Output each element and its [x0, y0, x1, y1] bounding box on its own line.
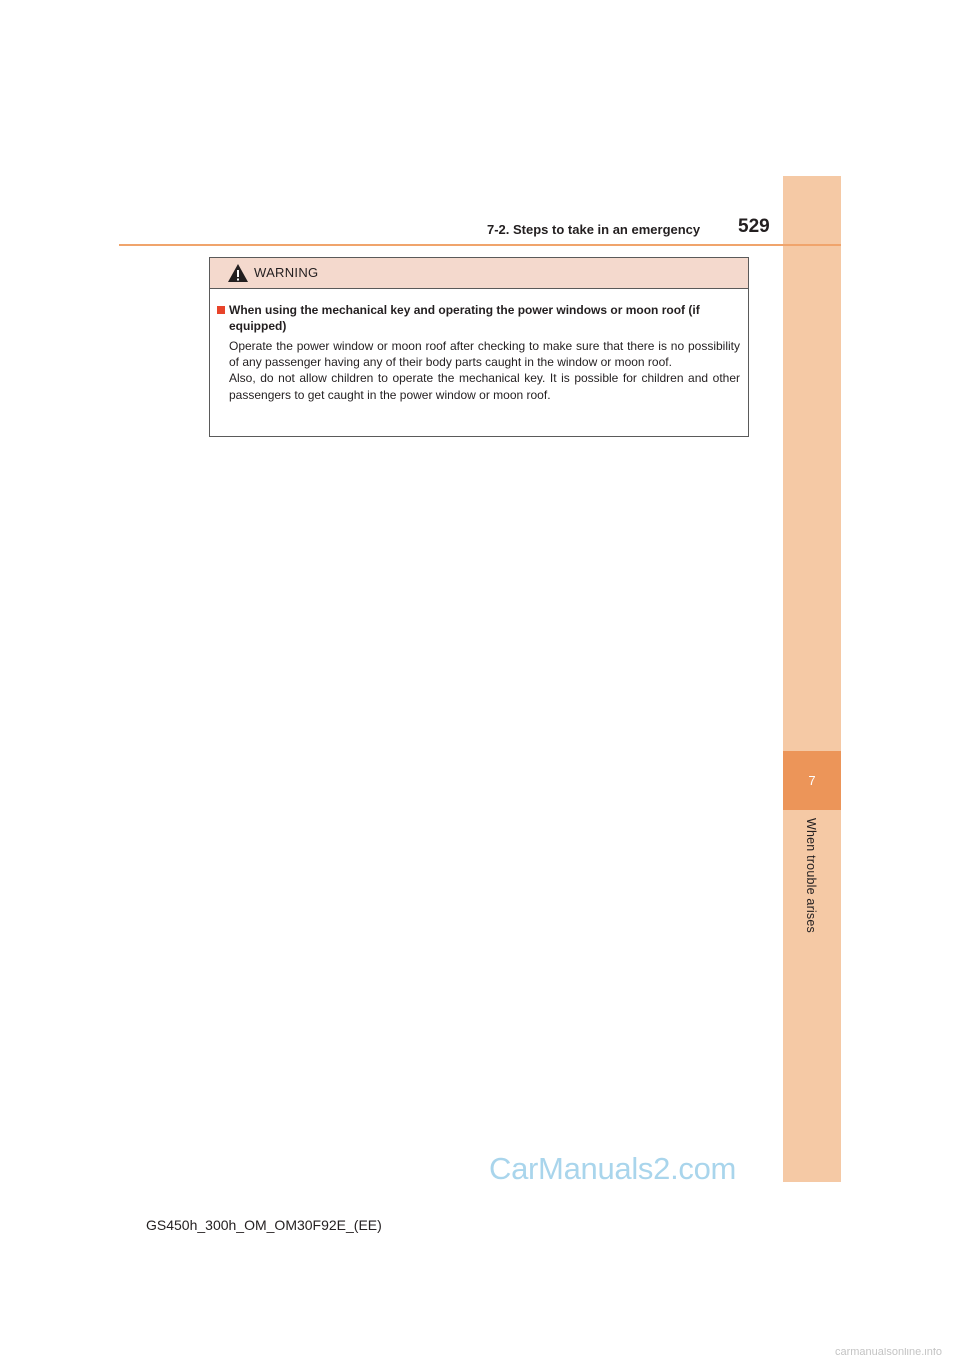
chapter-number-tab[interactable]	[783, 751, 841, 810]
warning-title: WARNING	[254, 265, 319, 280]
square-bullet-icon	[217, 306, 225, 314]
warning-paragraph-2: Also, do not allow children to operate the mechanical key. It is possible for children and other passengers to get caught in the power window or moon roof.	[229, 371, 740, 402]
bottom-watermark	[0, 1348, 960, 1358]
chapter-side-tab	[783, 176, 841, 1182]
page-number: 529	[738, 216, 770, 237]
chapter-number: 7	[808, 773, 816, 788]
watermark-logo[interactable]: CarManuals2.com	[489, 1151, 737, 1186]
chapter-label-area	[783, 818, 841, 958]
manual-code: GS450h_300h_OM_OM30F92E_(EE)	[146, 1217, 382, 1233]
warning-triangle-icon	[227, 263, 249, 283]
warning-box	[209, 257, 749, 437]
warning-paragraph-1: Operate the power window or moon roof after checking to make sure that there is no possibility of any passenger having any of their body parts caught in the window or moon roof.	[229, 339, 740, 370]
bottom-watermark-text[interactable]: carmanualsonline.info	[834, 1348, 942, 1358]
warning-heading-text: When using the mechanical key and operating the power windows or moon roof (if equipped)	[229, 303, 700, 333]
chapter-label: When trouble arises	[804, 818, 818, 933]
section-title: 7-2. Steps to take in an emergency	[487, 222, 701, 237]
warning-header	[210, 258, 748, 289]
header-rule	[119, 244, 841, 246]
warning-heading	[229, 302, 740, 334]
warning-body	[210, 289, 748, 403]
